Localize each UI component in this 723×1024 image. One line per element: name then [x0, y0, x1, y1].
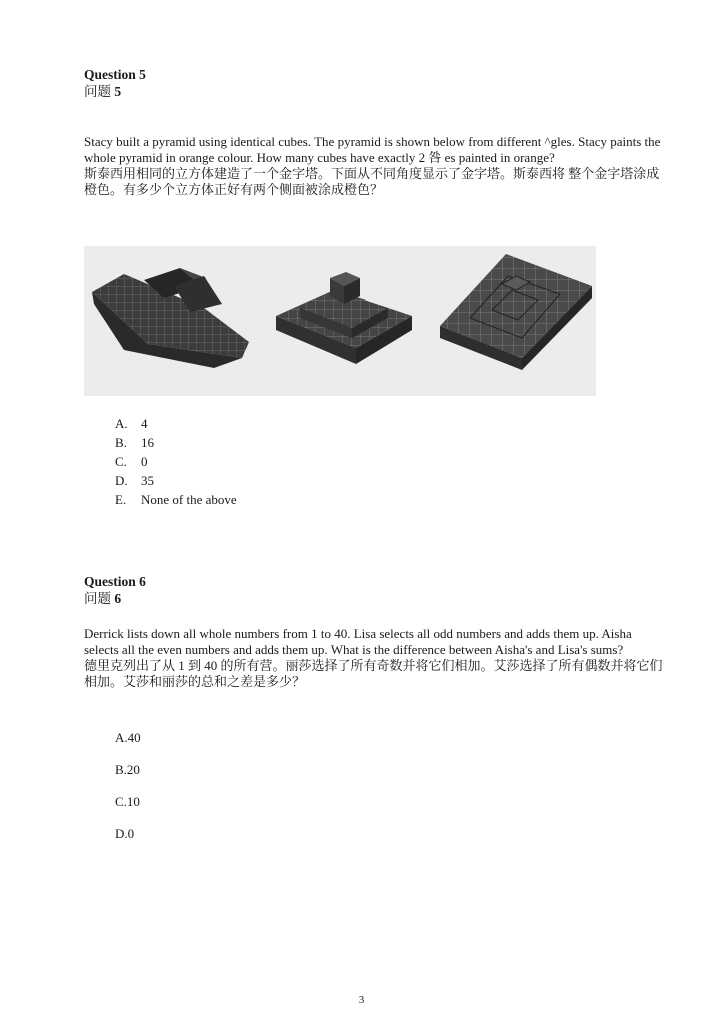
page-number: 3 [358, 994, 365, 1006]
option-5c[interactable]: C. 0 [115, 454, 148, 469]
pyramid-angled-view-image [270, 246, 420, 396]
question-5-title-en: Question 5 [84, 67, 146, 82]
question-5-text [84, 134, 664, 198]
pyramid-top-view-image [436, 246, 596, 396]
question-6-text-cn: 德里克列出了从 1 到 40 的所有营。丽莎选择了所有奇数并将它们相加。艾莎选择了所有偶数并将它们相加。艾莎和丽莎的总和之差是多少？ [84, 658, 663, 689]
option-5a[interactable]: A. 4 [115, 416, 148, 431]
question-5-text-en: Stacy built a pyramid using identical cubes. The pyramid is shown below from different ^gles. Stacy paints the whole pyramid in orange colour. How many cubes have exactly 2 咎 es painted in orange? [84, 134, 661, 165]
question-5-options [115, 414, 237, 509]
question-6-title-cn: 问题 6 [84, 591, 122, 606]
pyramid-side-view-image [84, 246, 254, 396]
question-6-title-en: Question 6 [84, 574, 146, 589]
option-6a[interactable]: A.40 [115, 730, 141, 745]
question-5-heading [84, 66, 146, 100]
question-6-text-en: Derrick lists down all whole numbers from 1 to 40. Lisa selects all odd numbers and adds them up. Aisha selects all the even numbers and adds them up. What is the difference between Aisha's and Lisa's sums? [84, 626, 632, 657]
option-6b[interactable]: B.20 [115, 762, 140, 777]
question-6-options [115, 730, 141, 858]
option-5d[interactable]: D. 35 [115, 473, 154, 488]
option-6d[interactable]: D.0 [115, 826, 135, 841]
question-6-heading [84, 573, 146, 607]
question-6-text [84, 626, 664, 690]
question-5-text-cn: 斯泰西用相同的立方体建造了一个金字塔。下面从不同角度显示了金字塔。斯泰西将 整个金字塔涂成橙色。有多少个立方体正好有两个侧面被涂成橙色？ [84, 166, 660, 197]
option-5e[interactable]: E. None of the above [115, 492, 237, 507]
question-5-title-cn: 问题 5 [84, 84, 122, 99]
option-5b[interactable]: B. 16 [115, 435, 154, 450]
pyramid-figures [84, 246, 596, 396]
option-6c[interactable]: C.10 [115, 794, 140, 809]
